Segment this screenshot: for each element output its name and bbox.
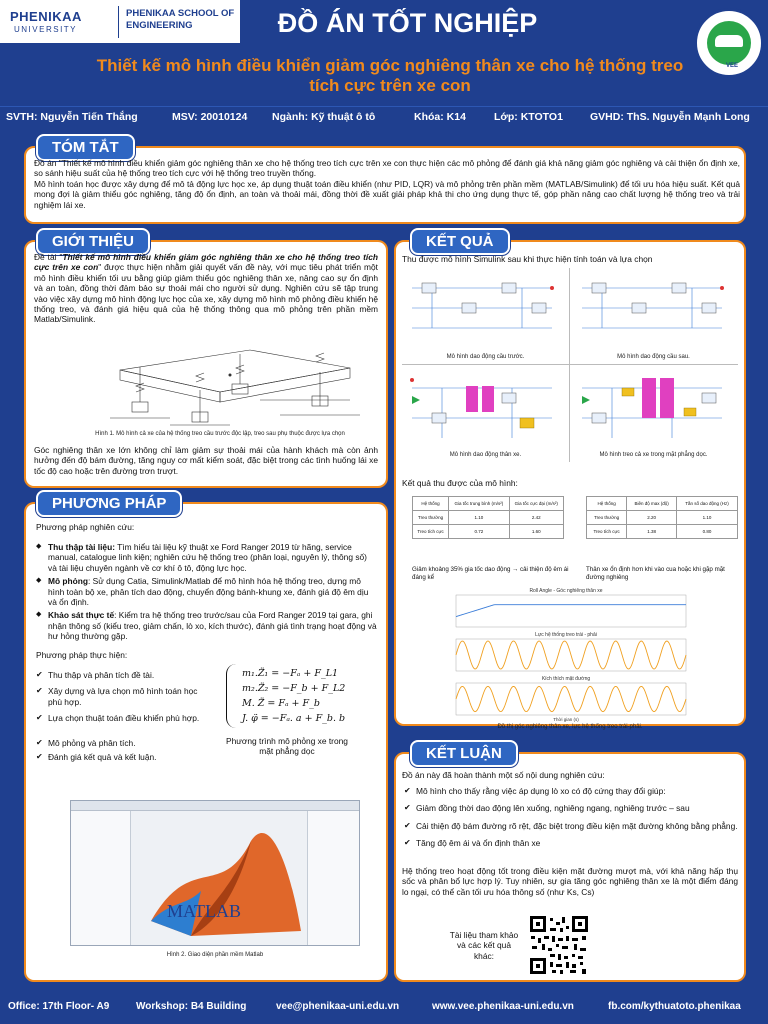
logo-divider bbox=[118, 6, 119, 38]
summary-paragraph-1: Đồ án "Thiết kế mô hình điều khiển giảm góc nghiêng thân xe cho hệ thống treo tích cực trên xe con thực hiện các mô phỏng để đánh giá khả năng giảm góc nghiêng và cải thiện ổn định xe, so sánh hiệu suất của hệ thống treo tích cực với hệ thống treo truyền thống. bbox=[34, 158, 740, 179]
vee-badge-logo bbox=[694, 8, 764, 78]
sim-caption-body: Mô hình dao động thân xe. bbox=[449, 452, 522, 458]
plot-title-road: Kích thích mặt đường bbox=[541, 676, 591, 682]
table-cell: 2.20 bbox=[627, 511, 677, 525]
summary-title: TÓM TẮT bbox=[36, 134, 135, 161]
table-cell: Treo thường bbox=[413, 511, 449, 525]
table-cell: 1.60 bbox=[509, 525, 563, 539]
student-id: MSV: 20010124 bbox=[172, 111, 248, 123]
equation-line: m₁.Z̈₁ = −Fₐ + F_L1 bbox=[242, 668, 339, 679]
table-row bbox=[587, 511, 738, 525]
table-cell: 2.42 bbox=[509, 511, 563, 525]
method-item bbox=[36, 610, 378, 641]
plot-frame-roll bbox=[456, 595, 686, 627]
equation-line: m₂.Z̈₂ = −F_b + F_L2 bbox=[242, 683, 346, 694]
method-step: ✔ Xây dựng và lựa chọn mô hình toán học phù hợp. bbox=[36, 686, 212, 707]
intro-paragraph-1 bbox=[34, 252, 378, 325]
plot-xlabel: Thời gian (s) bbox=[553, 717, 579, 722]
footer-facebook[interactable]: fb.com/kythuatoto.phenikaa bbox=[608, 1001, 741, 1012]
table-cell: Treo tích cực bbox=[587, 525, 627, 539]
method-steps-list bbox=[36, 670, 212, 765]
results-plots bbox=[436, 586, 696, 722]
suspension-force-line bbox=[456, 641, 686, 669]
conclusion-item: ✔ Giảm đồng thời dao động lên xuống, nghiêng ngang, nghiêng trước – sau bbox=[404, 803, 740, 813]
simulink-diagrams bbox=[402, 268, 738, 462]
conclusion-intro: Đồ án này đã hoàn thành một số nội dung nghiên cứu: bbox=[402, 770, 605, 780]
table-header-row bbox=[413, 497, 564, 511]
logo-name: PHENIKAA bbox=[10, 9, 82, 24]
grid-divider-v bbox=[569, 268, 570, 462]
method-item bbox=[36, 542, 378, 573]
equation-block bbox=[242, 666, 345, 726]
major: Ngành: Kỹ thuật ô tô bbox=[272, 111, 376, 123]
summary-paragraph-2: Mô hình toán học được xây dựng để mô tả động lực học xe, áp dụng thuật toán điều khiển (như PID, LQR) và mô phỏng trên phần mềm (MATLAB/Simulink) để tối ưu hóa hiệu suất. Kết quả mong đợi là giảm thiểu góc nghiêng, tăng độ ổn định, an toàn và thoải mái, đồng thời đề xuất giải pháp khả thi cho ứng dụng thực tế, góp phần nâng cao chất lượng hệ thống treo và trải nghiệm lái xe. bbox=[34, 178, 740, 210]
table-header-row bbox=[587, 497, 738, 511]
badge-text: VEE bbox=[725, 63, 738, 69]
plot-title-roll: Roll Angle - Góc nghiêng thân xe bbox=[529, 588, 603, 594]
table-header: Gia tốc trung bình (m/s²) bbox=[449, 497, 509, 511]
vehicle-model-figure bbox=[80, 340, 380, 428]
school-name: PHENIKAA SCHOOL OF ENGINEERING bbox=[126, 8, 235, 31]
supervisor: GVHD: ThS. Nguyễn Mạnh Long bbox=[590, 111, 750, 123]
equation-caption: Phương trình mô phỏng xe trong mặt phẳng dọc bbox=[226, 736, 348, 757]
results-table-1 bbox=[412, 496, 564, 539]
poster-footer bbox=[0, 992, 768, 1024]
matlab-toolbar bbox=[71, 801, 359, 811]
intro-p1-pre: Đề tài " bbox=[34, 252, 63, 262]
footer-email[interactable]: vee@phenikaa-uni.edu.vn bbox=[276, 1001, 400, 1012]
plot-title-force: Lực hệ thống treo trái - phải bbox=[535, 632, 597, 638]
table-cell: 1.10 bbox=[677, 511, 738, 525]
table-header: Hệ thống bbox=[587, 497, 627, 511]
conclusion-text: Hệ thống treo hoạt động tốt trong điều kiện mặt đường mượt mà, với khả năng hấp thụ sốc và phân bổ lực hợp lý. Tuy nhiên, sự gia tăng góc nghiêng thân xe là một điểm đáng lo ngại, có thể cần tối ưu hóa thông số (như Ks, Cs) bbox=[402, 866, 738, 897]
poster-header bbox=[0, 0, 768, 106]
table-cell: 1.10 bbox=[449, 511, 509, 525]
matlab-side-pane bbox=[71, 811, 131, 945]
table-header: Hệ thống bbox=[413, 497, 449, 511]
qr-code[interactable] bbox=[528, 914, 590, 976]
method-item-lead: Thu thập tài liệu: bbox=[48, 542, 115, 552]
university-logo bbox=[0, 0, 240, 43]
method-step: ✔ Lựa chọn thuật toán điều khiển phù hợp. bbox=[36, 713, 212, 723]
equation-line: M. Z̈ = Fₐ + F_b bbox=[242, 698, 320, 709]
poster-title: ĐỒ ÁN TỐT NGHIỆP bbox=[277, 8, 538, 38]
table-row bbox=[413, 525, 564, 539]
summary-text bbox=[34, 158, 740, 210]
table-cell: 0.72 bbox=[449, 525, 509, 539]
table-header: Biên độ max (độ) bbox=[627, 497, 677, 511]
table-cell: 1.38 bbox=[627, 525, 677, 539]
intro-title: GIỚI THIỆU bbox=[36, 228, 150, 255]
results-intro-2: Kết quả thu được của mô hình: bbox=[402, 478, 518, 488]
intro-p1-bold: Thiết kế mô hình điều khiển giảm góc nghiêng thân xe cho hệ thống treo tích cực trên xe con bbox=[34, 252, 378, 273]
intro-paragraph-2: Góc nghiêng thân xe lớn không chỉ làm giảm sự thoải mái của hành khách mà còn ảnh hưởng đến độ bám đường, tăng nguy cơ mất kiểm soát, đặc biệt trong các tình huống lái xe tốc độ cao hoặc trên đường trơn trượt. bbox=[34, 445, 378, 476]
intro-p1-post: " được thực hiện nhằm giải quyết vấn đề này, với mục tiêu phát triển một mô hình điều khiển tối ưu bằng giúp giảm thiểu góc nghiêng thân xe, nâng cao sự ổn định và an toàn, đồng thời đảm bảo sự thoải mái cho người sử dụng. Nghiên cứu sẽ tập trung vào việc xây dựng mô hình động lực học của xe, xây dựng mô hình mô phỏng điều khiển hệ thống treo, và đánh giá hiệu quả của hệ thống thông qua mô phỏng trên phần mềm Matlab/Simulink. bbox=[34, 262, 378, 325]
method-intro-2: Phương pháp thực hiện: bbox=[36, 650, 128, 660]
table-cell: 0.80 bbox=[677, 525, 738, 539]
table-row bbox=[587, 525, 738, 539]
course: Khóa: K14 bbox=[414, 111, 466, 123]
method-research-list bbox=[36, 542, 378, 645]
grid-divider-h bbox=[402, 364, 738, 365]
class: Lớp: KTOTO1 bbox=[494, 111, 563, 123]
table-cell: Treo tích cực bbox=[413, 525, 449, 539]
logo-sub: UNIVERSITY bbox=[14, 25, 78, 34]
table-header: Tần số dao động (Hz) bbox=[677, 497, 738, 511]
conclusion-item: ✔ Mô hình cho thấy rằng việc áp dụng lò xo có độ cứng thay đổi giúp: bbox=[404, 786, 740, 796]
car-icon bbox=[715, 35, 743, 47]
matlab-wordmark: MATLAB bbox=[167, 901, 242, 921]
sim-caption-rear: Mô hình dao động cầu sau. bbox=[617, 354, 690, 360]
student-info-bar bbox=[0, 106, 768, 128]
simulink-models bbox=[402, 268, 738, 462]
method-item-text: Tìm hiểu tài liệu kỹ thuật xe Ford Ranger 2019 từ hãng, service manual, catalogue linh kiện; nghiên cứu hệ thống treo (phân loại, nguyên lý, thông số) và tài liệu chuyên ngành về cơ khí ô tô, động lực học. bbox=[48, 542, 367, 573]
poster-subtitle: Thiết kế mô hình điều khiển giảm góc nghiêng thân xe cho hệ thống treo tích cực trên xe con bbox=[96, 56, 684, 95]
plots-caption: Đồ thị góc nghiêng thân xe, lực hệ thống treo trái-phải. bbox=[497, 724, 643, 730]
equation-brace bbox=[226, 664, 240, 728]
results-intro: Thu được mô hình Simulink sau khi thực hiện tính toán và lựa chọn bbox=[402, 254, 653, 264]
footer-office: Office: 17th Floor- A9 bbox=[8, 1001, 110, 1012]
conclusion-list bbox=[404, 786, 740, 852]
sim-caption-front: Mô hình dao động cầu trước. bbox=[446, 354, 525, 360]
method-intro: Phương pháp nghiên cứu: bbox=[36, 522, 135, 532]
matlab-screenshot bbox=[70, 800, 360, 946]
conclusion-item: ✔ Cải thiện độ bám đường rõ rệt, đặc biệt trong điều kiện mặt đường không bằng phẳng. bbox=[404, 821, 740, 831]
qr-code-graphic bbox=[528, 914, 590, 976]
results-title: KẾT QUẢ bbox=[410, 228, 510, 255]
method-item bbox=[36, 576, 378, 607]
results-plot-canvas bbox=[436, 586, 696, 722]
qr-label: Tài liệu tham khảo và các kết quả khác: bbox=[449, 930, 519, 961]
method-item-text: : Kiểm tra hệ thống treo trước/sau của Ford Ranger 2019 tại gara, ghi nhận thông số (kiểu treo, giảm chấn, lò xo, kích thước), đánh giá tình trạng hoạt động và hư hỏng thường gặp. bbox=[48, 610, 377, 642]
method-item-lead: Mô phỏng bbox=[48, 576, 88, 587]
matlab-membrane-logo bbox=[131, 811, 307, 945]
conclusion-item: ✔ Tăng độ êm ái và ổn định thân xe bbox=[404, 838, 740, 848]
method-step: ✔ Thu thập và phân tích đề tài. bbox=[36, 670, 212, 680]
method-item-lead: Khảo sát thực tế bbox=[48, 610, 115, 621]
table-header: Gia tốc cực đại (m/s²) bbox=[509, 497, 563, 511]
road-input-line bbox=[456, 686, 686, 711]
student-name: SVTH: Nguyễn Tiến Thắng bbox=[6, 111, 138, 123]
footer-website[interactable]: www.vee.phenikaa-uni.edu.vn bbox=[432, 1001, 574, 1012]
conclusion-title: KẾT LUẬN bbox=[410, 740, 518, 767]
results-note-2: Thân xe ổn định hơn khi vào cua hoặc khi gặp mặt đường nghiêng bbox=[586, 566, 725, 581]
figure-1-caption: Hình 1. Mô hình cả xe của hệ thống treo cầu trước độc lập, treo sau phụ thuộc được lựa chọn bbox=[95, 431, 345, 437]
footer-workshop: Workshop: B4 Building bbox=[136, 1001, 247, 1012]
roll-angle-line bbox=[456, 605, 686, 617]
method-title: PHƯƠNG PHÁP bbox=[36, 490, 182, 517]
equation-line: J. φ̈ = −Fₐ. a + F_b. b bbox=[242, 713, 346, 724]
method-item-text: : Sử dụng Catia, Simulink/Matlab để mô hình hóa hệ thống treo, dựng mô hình toàn bộ xe, phân tích dao động, chuyển động bánh-khung xe, đánh giá độ êm dịu và ổn định. bbox=[48, 576, 369, 608]
method-step: ✔ Đánh giá kết quả và kết luận. bbox=[36, 752, 212, 762]
matlab-workspace-pane bbox=[307, 811, 359, 945]
results-note-1: Giảm khoảng 35% gia tốc dao động → cải thiện độ êm ái đáng kể bbox=[412, 566, 569, 581]
vehicle-model-drawing bbox=[80, 340, 380, 428]
table-cell: Treo thường bbox=[587, 511, 627, 525]
sim-caption-full: Mô hình treo cả xe trong mặt phẳng dọc. bbox=[599, 452, 708, 458]
method-step: ✔ Mô phỏng và phân tích. bbox=[36, 738, 136, 748]
results-table-2 bbox=[586, 496, 738, 539]
figure-2-caption: Hình 2. Giao diện phần mềm Matlab bbox=[166, 952, 264, 958]
table-row bbox=[413, 511, 564, 525]
